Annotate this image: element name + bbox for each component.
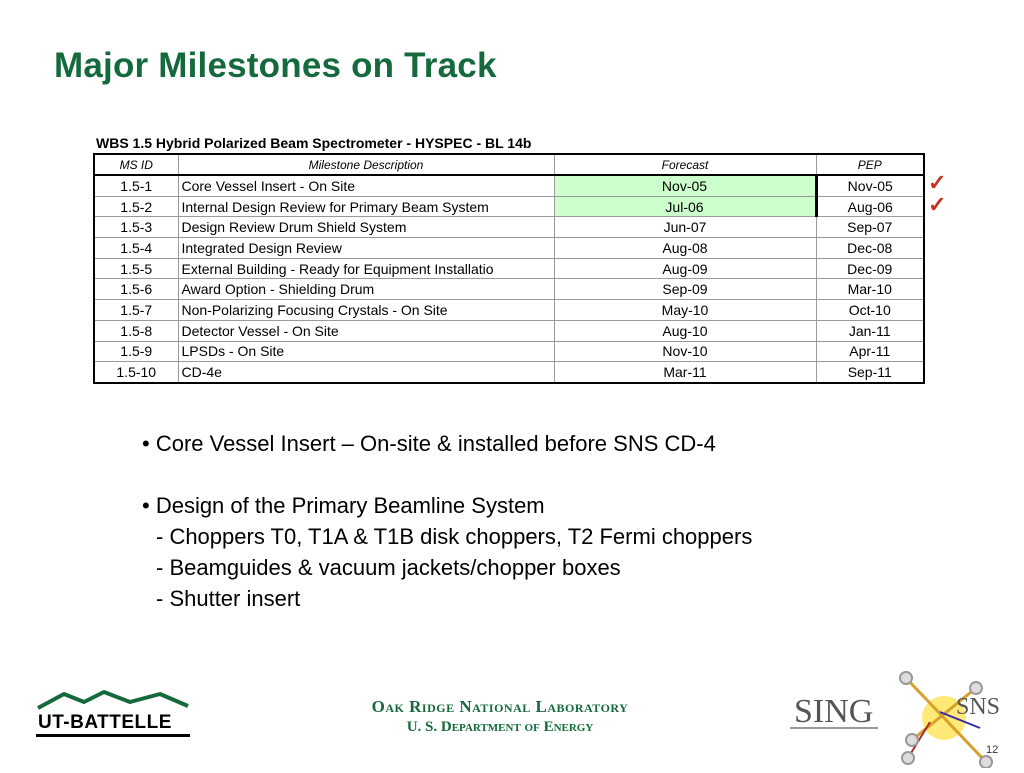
- description-cell: LPSDs - On Site: [178, 341, 554, 362]
- pep-cell: Apr-11: [816, 341, 924, 362]
- pep-cell: Sep-11: [816, 362, 924, 383]
- pep-cell: Aug-06: [816, 196, 924, 217]
- forecast-cell: Nov-05: [554, 175, 816, 196]
- ms-id-cell: 1.5-7: [94, 300, 178, 321]
- description-cell: Non-Polarizing Focusing Crystals - On Site: [178, 300, 554, 321]
- description-cell: CD-4e: [178, 362, 554, 383]
- page-number: 12: [986, 744, 999, 756]
- milestone-table: [93, 153, 925, 384]
- description-cell: External Building - Ready for Equipment Installatio: [178, 258, 554, 279]
- ut-battelle-text: UT-BATTELLE: [38, 712, 172, 733]
- table-row: [94, 300, 924, 321]
- table-row: [94, 279, 924, 300]
- pep-cell: Dec-08: [816, 238, 924, 259]
- forecast-cell: Jul-06: [554, 196, 816, 217]
- header-description: Milestone Description: [178, 154, 554, 175]
- ms-id-cell: 1.5-2: [94, 196, 178, 217]
- ms-id-cell: 1.5-10: [94, 362, 178, 383]
- pep-cell: Sep-07: [816, 217, 924, 238]
- sns-text: SNS: [956, 694, 1001, 720]
- organization-name: Oak Ridge National Laboratory: [371, 697, 629, 716]
- pep-cell: Nov-05: [816, 175, 924, 196]
- bullet-item: • Core Vessel Insert – On-site & installed before SNS CD-4: [142, 431, 716, 456]
- sing-sns-logo: [780, 668, 1010, 773]
- ms-id-cell: 1.5-5: [94, 258, 178, 279]
- forecast-cell: Aug-08: [554, 238, 816, 259]
- ms-id-cell: 1.5-6: [94, 279, 178, 300]
- pep-cell: Mar-10: [816, 279, 924, 300]
- table-row: [94, 320, 924, 341]
- completion-checks: [928, 172, 946, 216]
- checkmark-icon: ✓: [928, 192, 947, 217]
- ut-battelle-logo: [34, 688, 194, 743]
- ms-id-cell: 1.5-4: [94, 238, 178, 259]
- bullet-list: [142, 428, 752, 614]
- table-row: [94, 175, 924, 196]
- ms-id-cell: 1.5-9: [94, 341, 178, 362]
- header-pep: PEP: [816, 154, 924, 175]
- pep-cell: Jan-11: [816, 320, 924, 341]
- ms-id-cell: 1.5-3: [94, 217, 178, 238]
- forecast-cell: Sep-09: [554, 279, 816, 300]
- sub-bullet-item: - Shutter insert: [156, 586, 301, 611]
- description-cell: Award Option - Shielding Drum: [178, 279, 554, 300]
- ms-id-cell: 1.5-8: [94, 320, 178, 341]
- table-row: [94, 341, 924, 362]
- sub-bullet-item: - Choppers T0, T1A & T1B disk choppers, T2 Fermi choppers: [156, 524, 753, 549]
- description-cell: Core Vessel Insert - On Site: [178, 175, 554, 196]
- header-ms-id: MS ID: [94, 154, 178, 175]
- description-cell: Design Review Drum Shield System: [178, 217, 554, 238]
- forecast-cell: May-10: [554, 300, 816, 321]
- sing-sns-graphic-icon: [780, 668, 1010, 768]
- table-row: [94, 238, 924, 259]
- description-cell: Integrated Design Review: [178, 238, 554, 259]
- table-row: [94, 258, 924, 279]
- sing-text: SING: [794, 693, 874, 730]
- table-row: [94, 196, 924, 217]
- table-row: [94, 362, 924, 383]
- description-cell: Internal Design Review for Primary Beam System: [178, 196, 554, 217]
- sub-bullet-item: - Beamguides & vacuum jackets/chopper boxes: [156, 555, 621, 580]
- forecast-cell: Aug-09: [554, 258, 816, 279]
- forecast-cell: Nov-10: [554, 341, 816, 362]
- organization-block: [300, 697, 700, 736]
- slide-title: Major Milestones on Track: [54, 46, 497, 85]
- header-forecast: Forecast: [554, 154, 816, 175]
- forecast-cell: Aug-10: [554, 320, 816, 341]
- ms-id-cell: 1.5-1: [94, 175, 178, 196]
- bullet-item: • Design of the Primary Beamline System: [142, 493, 545, 518]
- checkmark-icon: ✓: [928, 170, 947, 195]
- table-header-row: [94, 154, 924, 175]
- forecast-cell: Jun-07: [554, 217, 816, 238]
- table-caption: WBS 1.5 Hybrid Polarized Beam Spectrometer - HYSPEC - BL 14b: [96, 135, 532, 151]
- department-name: U. S. Department of Energy: [406, 719, 594, 735]
- pep-cell: Oct-10: [816, 300, 924, 321]
- pep-cell: Dec-09: [816, 258, 924, 279]
- table-row: [94, 217, 924, 238]
- forecast-cell: Mar-11: [554, 362, 816, 383]
- description-cell: Detector Vessel - On Site: [178, 320, 554, 341]
